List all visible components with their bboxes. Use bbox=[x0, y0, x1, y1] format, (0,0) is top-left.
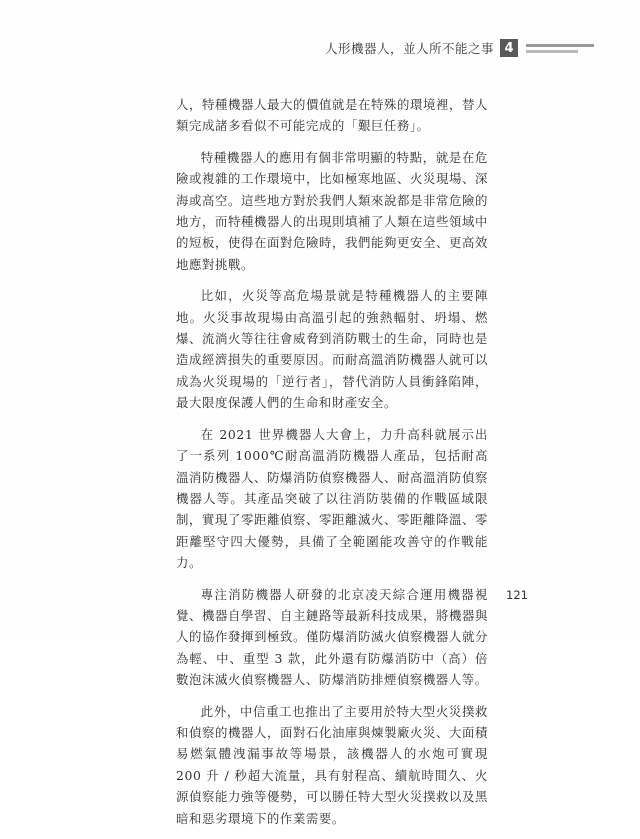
paragraph-3: 比如，火災等高危場景就是特種機器人的主要陣地。火災事故現場由高溫引起的強熱輻射、坍塌、燃爆、流淌火等往往會威脅到消防戰士的生命，同時也是造成經濟損失的重要原因。而耐高溫消防機器人就可以成為火災現場的「逆行者」，替代消防人員衝鋒陷陣，最大限度保護人們的生命和財產安全。 bbox=[176, 288, 488, 411]
header-bar bbox=[526, 44, 594, 47]
page-number: 121 bbox=[506, 588, 528, 602]
body-text bbox=[176, 94, 488, 839]
paragraph-6: 此外，中信重工也推出了主要用於特大型火災撲救和偵察的機器人，面對石化油庫與煉製廠火災、大面積易燃氣體洩漏事故等場景，該機器人的水炮可實現 200 升 / 秒超大流量，具有射程高、續航時間久、火源偵察能力強等優勢，可以勝任特大型火災撲救以及黑暗和惡劣環境下的作業需要。 bbox=[176, 703, 488, 826]
paragraph-5: 專注消防機器人研發的北京凌天綜合運用機器視覺、機器自學習、自主鏈路等最新科技成果，將機器與人的協作發揮到極致。僅防爆消防滅火偵察機器人就分為輕、中、重型 3 款，此外還有防爆消防中（高）倍數泡沫滅火偵察機器人、防爆消防排煙偵察機器人等。 bbox=[176, 586, 488, 688]
paragraph-1: 人，特種機器人最大的價值就是在特殊的環境裡，替人類完成諸多看似不可能完成的「艱巨任務」。 bbox=[176, 97, 488, 134]
paragraph-4: 在 2021 世界機器人大會上，力升高科就展示出了一系列 1000℃耐高溫消防機器人產品，包括耐高溫消防機器人、防爆消防偵察機器人、耐高溫消防偵察機器人等。其產品突破了以往消防裝備的作戰區域限制，實現了零距離偵察、零距離滅火、零距離降溫、零距離堅守四大優勢，具備了全範圍能攻善守的作戰能力。 bbox=[176, 426, 488, 571]
header-decoration-bars bbox=[526, 44, 594, 53]
paragraph-2: 特種機器人的應用有個非常明顯的特點，就是在危險或複雜的工作環境中，比如極寒地區、火災現場、深海或高空。這些地方對於我們人類來說都是非常危險的地方，而特種機器人的出現則填補了人類在這些領域中的短板，使得在面對危險時，我們能夠更安全、更高效地應對挑戰。 bbox=[176, 149, 488, 272]
running-header bbox=[325, 34, 594, 62]
header-title: 人形機器人，並人所不能之事 bbox=[324, 41, 494, 56]
chapter-number-badge: 4 bbox=[500, 39, 518, 57]
header-bar bbox=[526, 50, 578, 53]
